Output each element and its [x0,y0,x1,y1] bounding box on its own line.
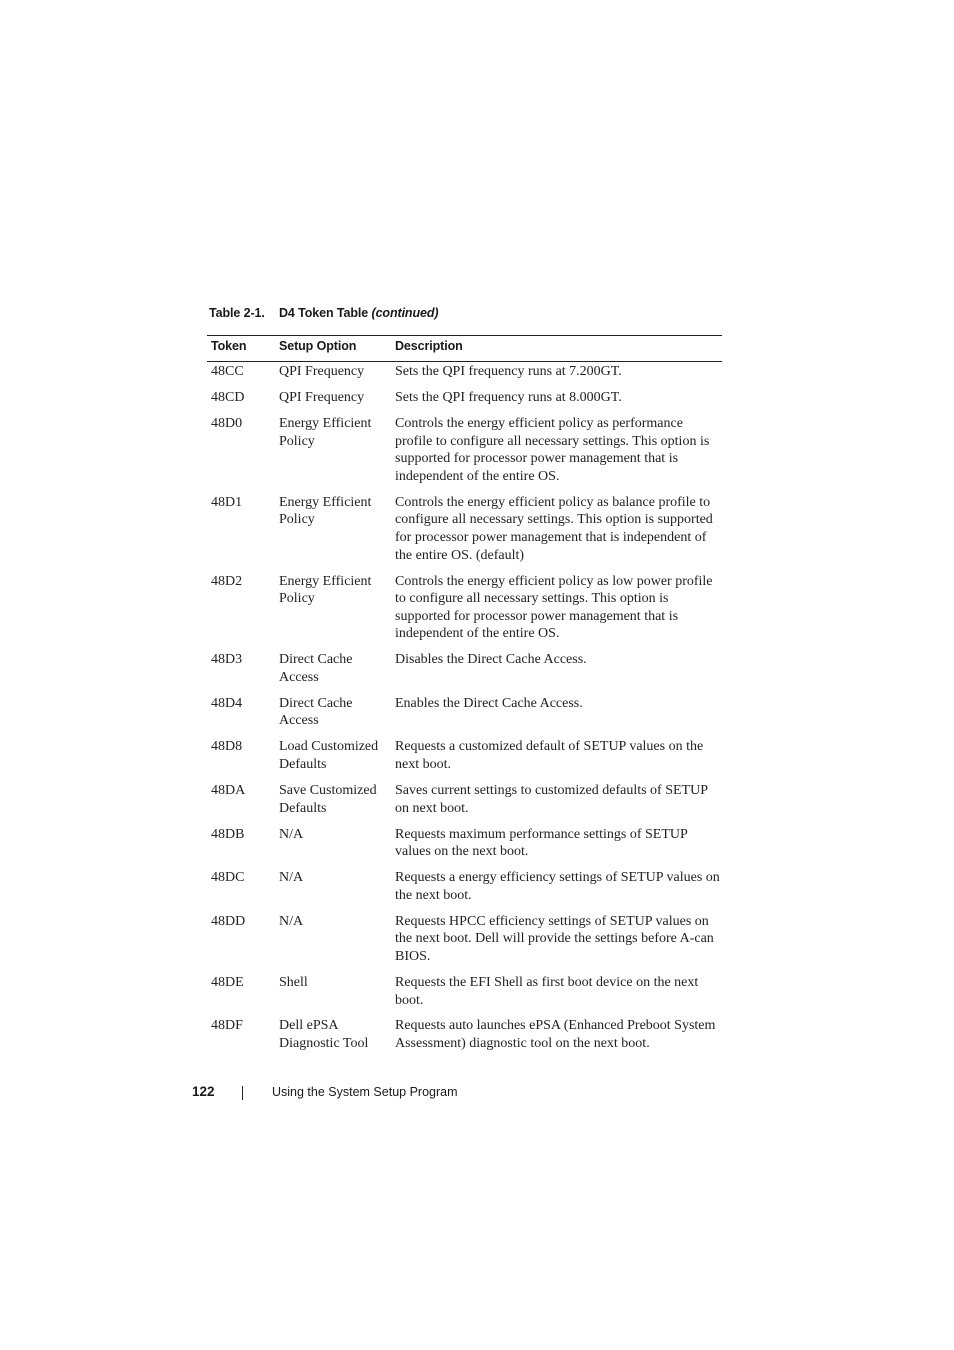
table-row [207,694,722,738]
table-header-row [207,336,722,362]
cell-description: Controls the energy efficient policy as performance profile to configure all necessary settings. This option is supported for processor power management that is independent of the entire OS. [395,415,710,484]
cell-setup-option: Dell ePSA Diagnostic Tool [279,1018,369,1052]
cell-description: Requests a energy efficiency settings of SETUP values on the next boot. [395,870,720,903]
table-row [207,362,722,388]
cell-setup-option: QPI Frequency [279,364,365,379]
cell-setup-option: Load Customized Defaults [279,739,379,773]
cell-token: 48DE [211,974,244,990]
cell-description: Controls the energy efficient policy as low power profile to configure all necessary settings. This option is supported for processor power management that is independent of the entire OS. [395,573,713,642]
table-row [207,493,722,572]
cell-setup-option: N/A [279,826,304,842]
table-row [207,781,722,825]
cell-token: 48DA [211,783,246,798]
footer-section-title: Using the System Setup Program [272,1085,458,1099]
cell-setup-option: Direct Cache Access [279,652,353,685]
cell-setup-option: Energy Efficient Policy [279,494,372,528]
token-table [207,335,722,1060]
header-setup-option: Setup Option [275,336,391,362]
footer-separator [242,1086,243,1100]
cell-setup-option: QPI Frequency [279,389,365,405]
cell-description: Sets the QPI frequency runs at 8.000GT. [395,389,622,405]
cell-setup-option: Shell [279,974,308,990]
cell-description: Saves current settings to customized defaults of SETUP on next boot. [395,783,708,816]
table-row [207,973,722,1017]
table-row [207,414,722,493]
cell-setup-option: N/A [279,913,304,929]
cell-description: Disables the Direct Cache Access. [395,652,587,668]
table-row [207,868,722,912]
table-row [207,388,722,414]
header-description: Description [391,336,722,362]
cell-token: 48DB [211,826,245,842]
cell-token: 48D8 [211,739,243,755]
cell-token: 48D4 [211,695,243,711]
cell-token: 48DC [211,870,245,886]
table-caption [209,306,438,320]
cell-token: 48D0 [211,415,243,431]
table-row [207,1016,722,1060]
cell-description: Enables the Direct Cache Access. [395,695,583,711]
table-caption-continued: (continued) [371,306,439,320]
cell-setup-option: N/A [279,870,304,886]
cell-description: Requests the EFI Shell as first boot device on the next boot. [395,974,699,1008]
table-row [207,737,722,781]
cell-description: Requests auto launches ePSA (Enhanced Preboot System Assessment) diagnostic tool on the next boot. [395,1018,716,1052]
cell-description: Requests maximum performance settings of SETUP values on the next boot. [395,826,688,860]
cell-token: 48CC [211,364,244,379]
table-row [207,650,722,694]
table-row [207,572,722,651]
cell-description: Sets the QPI frequency runs at 7.200GT. [395,364,622,379]
cell-description: Controls the energy efficient policy as balance profile to configure all necessary settings. This option is supported for processor power management that is independent of the entire OS. (default) [395,494,713,563]
cell-token: 48DF [211,1018,243,1034]
cell-token: 48DD [211,913,246,929]
cell-setup-option: Energy Efficient Policy [279,573,372,607]
table-row [207,825,722,869]
cell-description: Requests HPCC efficiency settings of SETUP values on the next boot. Dell will provide the settings before A-can BIOS. [395,913,714,964]
cell-setup-option: Energy Efficient Policy [279,415,372,449]
cell-token: 48D3 [211,652,243,668]
cell-setup-option: Save Customized Defaults [279,783,377,816]
cell-description: Requests a customized default of SETUP values on the next boot. [395,739,704,773]
table-caption-title: D4 Token Table [279,306,369,320]
cell-setup-option: Direct Cache Access [279,695,353,729]
header-token: Token [207,336,275,362]
cell-token: 48CD [211,389,245,405]
cell-token: 48D1 [211,494,243,510]
table-row [207,912,722,973]
cell-token: 48D2 [211,573,243,589]
table-caption-number: Table 2-1. [209,306,265,320]
page-number: 122 [192,1084,215,1099]
